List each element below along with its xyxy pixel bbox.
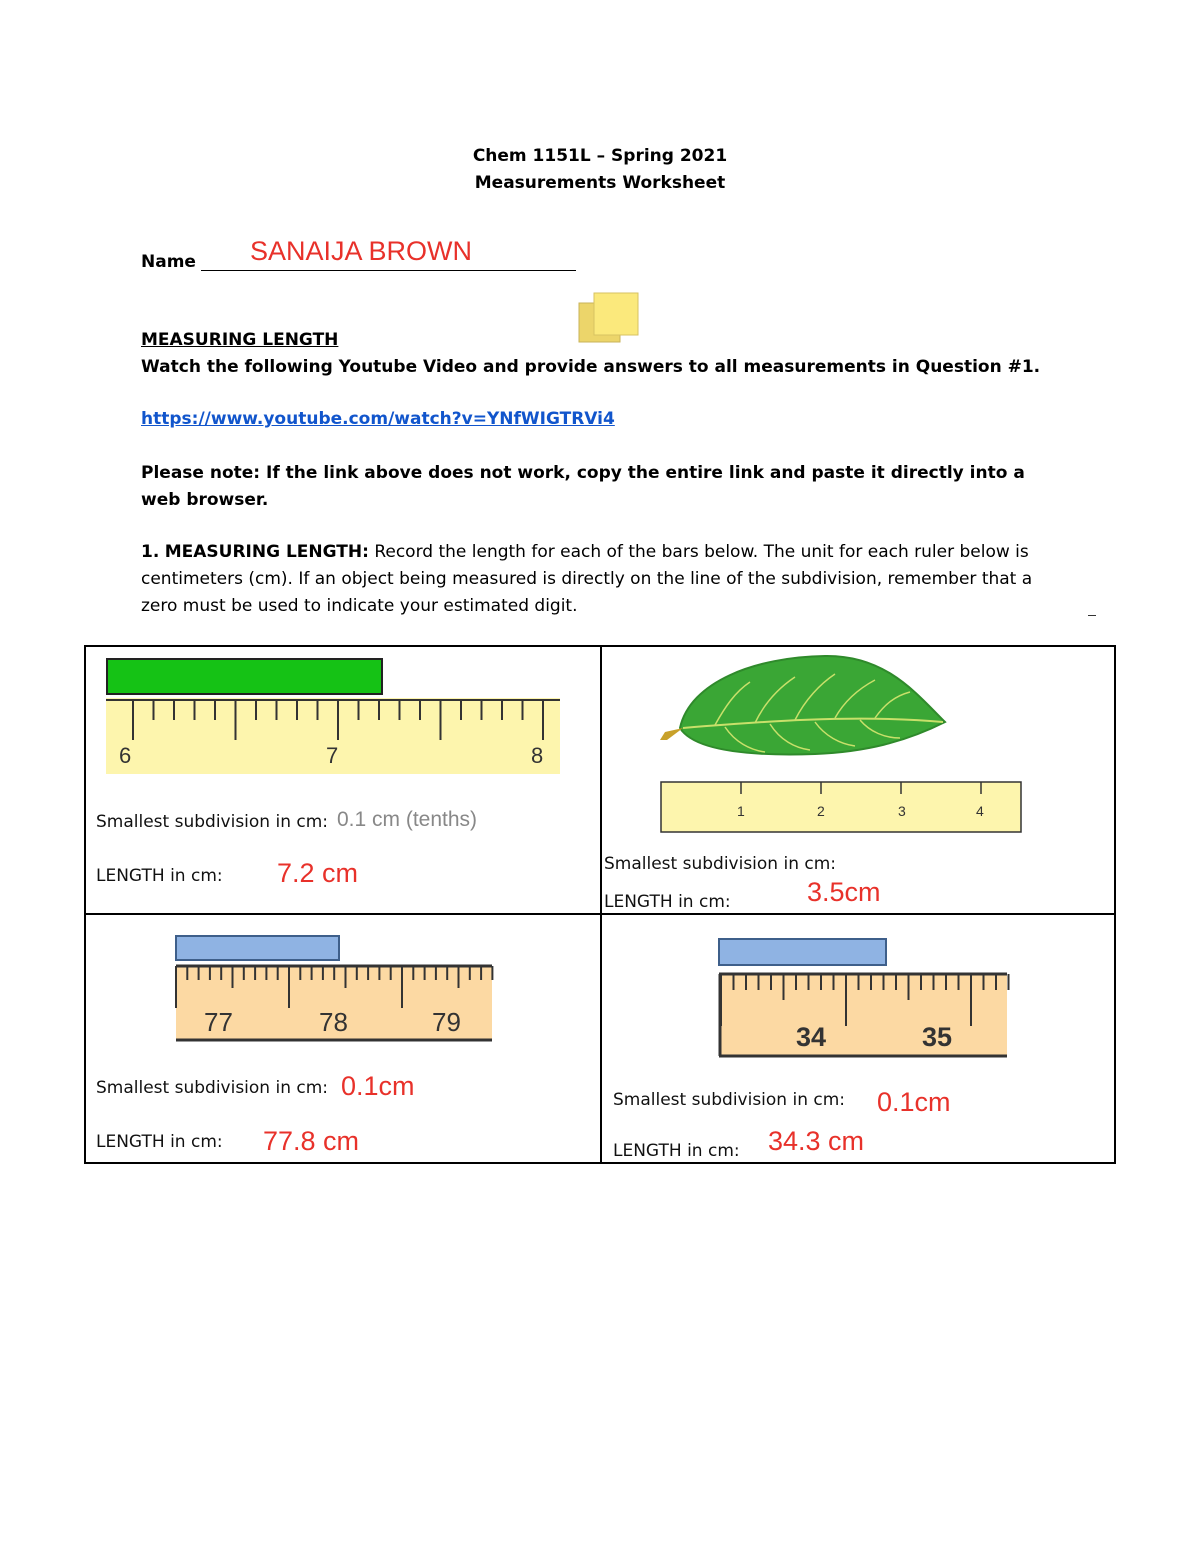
ruler-4-label-34: 34 (796, 1022, 827, 1052)
ruler-3 (174, 934, 494, 1044)
cell-3-subdivision-answer[interactable]: 0.1cm (341, 1071, 415, 1101)
cell-1-subdivision-label: Smallest subdivision in cm: (96, 812, 329, 832)
ruler-2-body (661, 782, 1021, 832)
cell-1-figure (104, 656, 564, 782)
blue-bar-4 (719, 939, 886, 965)
table-divider-horizontal (84, 913, 1116, 915)
worksheet-title: Measurements Worksheet (474, 173, 726, 193)
leaf-and-ruler (655, 652, 1025, 834)
ruler-1-label-7: 7 (326, 743, 339, 768)
cell-1-length-label: LENGTH in cm: (96, 866, 223, 886)
cell-4-figure (716, 936, 1010, 1064)
leaf-icon (680, 656, 945, 754)
blue-bar-3 (176, 936, 339, 960)
ruler-3-label-79: 79 (432, 1007, 461, 1037)
leaf-stem (660, 728, 683, 740)
ruler-3-label-77: 77 (204, 1007, 233, 1037)
cell-1-subdivision-answer[interactable]: 0.1 cm (tenths) (337, 808, 478, 831)
cell-2-length-label: LENGTH in cm: (604, 892, 731, 912)
ruler-2-label-1: 1 (737, 803, 745, 819)
instruction-text: Watch the following Youtube Video and provide answers to all measurements in Question #1. (141, 357, 1041, 377)
ruler-1 (104, 656, 564, 778)
cell-2-length-answer[interactable]: 3.5cm (807, 877, 881, 907)
cell-4-subdivision-label: Smallest subdivision in cm: (613, 1090, 846, 1110)
cell-1-length-answer[interactable]: 7.2 cm (277, 858, 359, 888)
cell-4-length-label: LENGTH in cm: (613, 1141, 740, 1161)
ruler-4 (716, 936, 1010, 1060)
name-label: Name (141, 252, 196, 272)
ruler-1-label-6: 6 (119, 743, 132, 768)
course-title: Chem 1151L – Spring 2021 (472, 146, 728, 166)
question-text: Record the length for each of the bars below. The unit for each ruler below is centimeters (cm). If an object being measured is directly on the line of the subdivision, remember that a zero must be used to indicate your estimated digit. (141, 542, 1033, 616)
question-heading: MEASURING LENGTH: (164, 542, 369, 562)
name-underline (201, 269, 576, 271)
sticky-note-icon[interactable] (576, 290, 642, 346)
ruler-2-label-2: 2 (817, 803, 825, 819)
name-value[interactable]: SANAIJA BROWN (250, 236, 473, 266)
question-1 (141, 539, 1066, 620)
note-text: Please note: If the link above does not work, copy the entire link and paste it directly into a web browser. (141, 463, 1025, 510)
green-bar (107, 659, 382, 694)
cell-2-subdivision-label: Smallest subdivision in cm: (604, 854, 837, 874)
ruler-1-label-8: 8 (531, 743, 544, 768)
cell-3-length-answer[interactable]: 77.8 cm (263, 1126, 360, 1156)
question-number: 1. (141, 542, 160, 562)
ruler-4-label-35: 35 (922, 1022, 953, 1052)
video-link[interactable]: https://www.youtube.com/watch?v=YNfWIGTRVi4 (141, 409, 615, 429)
cell-3-subdivision-label: Smallest subdivision in cm: (96, 1078, 329, 1098)
dash-mark (1088, 615, 1096, 616)
cell-4-length-answer[interactable]: 34.3 cm (768, 1126, 865, 1156)
ruler-2-label-3: 3 (898, 803, 906, 819)
ruler-4-body (719, 974, 1007, 1056)
cell-3-length-label: LENGTH in cm: (96, 1132, 223, 1152)
section-heading: MEASURING LENGTH (141, 330, 339, 350)
cell-4-subdivision-answer[interactable]: 0.1cm (877, 1087, 951, 1117)
ruler-3-label-78: 78 (319, 1007, 348, 1037)
ruler-2-label-4: 4 (976, 803, 984, 819)
table-divider-vertical (600, 645, 602, 1164)
cell-3-figure (174, 934, 494, 1048)
cell-2-figure (655, 652, 1025, 838)
